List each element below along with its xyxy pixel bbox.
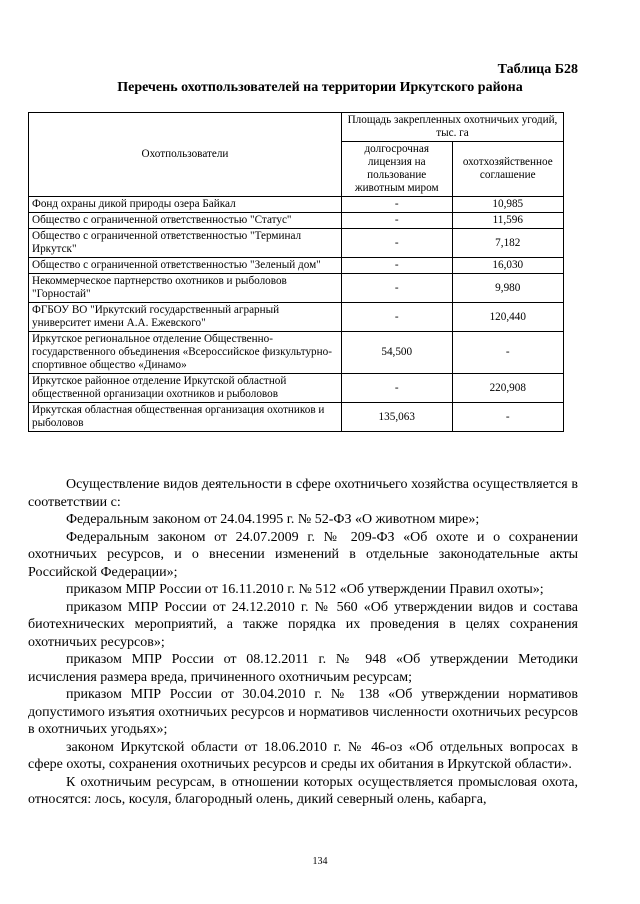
table-row <box>29 274 564 303</box>
cell-license-area: - <box>341 229 452 258</box>
cell-license-area: - <box>341 197 452 213</box>
cell-agreement-area: 7,182 <box>452 229 563 258</box>
table-label: Таблица Б28 <box>497 62 578 77</box>
cell-license-area: - <box>341 258 452 274</box>
cell-agreement-area: 11,596 <box>452 213 563 229</box>
cell-user-name: Иркутская областная общественная организация охотников и рыболовов <box>29 403 342 432</box>
table-row <box>29 303 564 332</box>
paragraph: приказом МПР России от 30.04.2010 г. № 138 «Об утверждении нормативов допустимого изъятия охотничьих ресурсов и нормативов численности охотничьих ресурсов в охотничьих угодьях»; <box>28 687 578 737</box>
cell-license-area: 135,063 <box>341 403 452 432</box>
cell-user-name: Общество с ограниченной ответственностью "Статус" <box>29 213 342 229</box>
paragraph: приказом МПР России от 08.12.2011 г. № 948 «Об утверждении Методики исчисления размера вреда, причиненного охотничьим ресурсам; <box>28 652 578 685</box>
cell-agreement-area: 120,440 <box>452 303 563 332</box>
cell-license-area: 54,500 <box>341 332 452 374</box>
cell-agreement-area: 9,980 <box>452 274 563 303</box>
header-users: Охотпользователи <box>29 113 342 197</box>
table-title: Перечень охотпользователей на территории Иркутского района <box>117 80 523 95</box>
paragraph: Федеральным законом от 24.04.1995 г. № 52-ФЗ «О животном мире»; <box>66 512 480 527</box>
cell-user-name: Фонд охраны дикой природы озера Байкал <box>29 197 342 213</box>
paragraph: К охотничьим ресурсам, в отношении которых осуществляется промысловая охота, относятся: лось, косуля, благородный олень, дикий северный олень, кабарга, <box>28 774 578 807</box>
cell-user-name: Некоммерческое партнерство охотников и рыболовов "Горностай" <box>29 274 342 303</box>
table-row <box>29 332 564 374</box>
cell-user-name: Иркутское региональное отделение Общественно-государственного объединения «Всероссийское физкультурно-спортивное общество «Динамо» <box>29 332 342 374</box>
cell-license-area: - <box>341 213 452 229</box>
hunters-table <box>28 112 564 432</box>
paragraph: Осуществление видов деятельности в сфере охотничьего хозяйства осуществляется в соответствии с: <box>28 477 578 510</box>
cell-license-area: - <box>341 274 452 303</box>
table-header-row <box>29 113 564 142</box>
cell-agreement-area: 220,908 <box>452 374 563 403</box>
table-row <box>29 258 564 274</box>
paragraph: Федеральным законом от 24.07.2009 г. № 209-ФЗ «Об охоте и о сохранении охотничьих ресурсов, и о внесении изменений в отдельные законодательные акты Российской Федерации»; <box>28 529 578 580</box>
cell-agreement-area: 10,985 <box>452 197 563 213</box>
cell-user-name: ФГБОУ ВО "Иркутский государственный аграрный университет имени А.А. Ежевского" <box>29 303 342 332</box>
table-body <box>29 197 564 432</box>
table-row <box>29 213 564 229</box>
cell-license-area: - <box>341 374 452 403</box>
cell-user-name: Общество с ограниченной ответственностью "Зеленый дом" <box>29 258 342 274</box>
table-row <box>29 374 564 403</box>
page-number: 134 <box>312 856 328 867</box>
paragraph: законом Иркутской области от 18.06.2010 г. № 46-оз «Об отдельных вопросах в сфере охоты, сохранения охотничьих ресурсов и среды их обитания в Иркутской области». <box>28 739 578 772</box>
cell-agreement-area: - <box>452 332 563 374</box>
cell-agreement-area: - <box>452 403 563 432</box>
header-license: долгосрочная лицензия на пользование животным миром <box>341 142 452 197</box>
table-row <box>29 229 564 258</box>
body-text <box>28 476 578 809</box>
header-area: Площадь закрепленных охотничьих угодий, тыс. га <box>341 113 563 142</box>
paragraph: приказом МПР России от 16.11.2010 г. № 512 «Об утверждении Правил охоты»; <box>66 582 544 597</box>
table-row <box>29 403 564 432</box>
paragraph: приказом МПР России от 24.12.2010 г. № 560 «Об утверждении видов и состава биотехнических мероприятий, а также порядка их проведения в целях сохранения охотничьих ресурсов»; <box>28 599 578 650</box>
cell-license-area: - <box>341 303 452 332</box>
cell-user-name: Общество с ограниченной ответственностью "Терминал Иркутск" <box>29 229 342 258</box>
cell-agreement-area: 16,030 <box>452 258 563 274</box>
table-row <box>29 197 564 213</box>
header-agreement: охотхозяйственное соглашение <box>452 142 563 197</box>
cell-user-name: Иркутское районное отделение Иркутской областной общественной организации охотников и рыболовов <box>29 374 342 403</box>
